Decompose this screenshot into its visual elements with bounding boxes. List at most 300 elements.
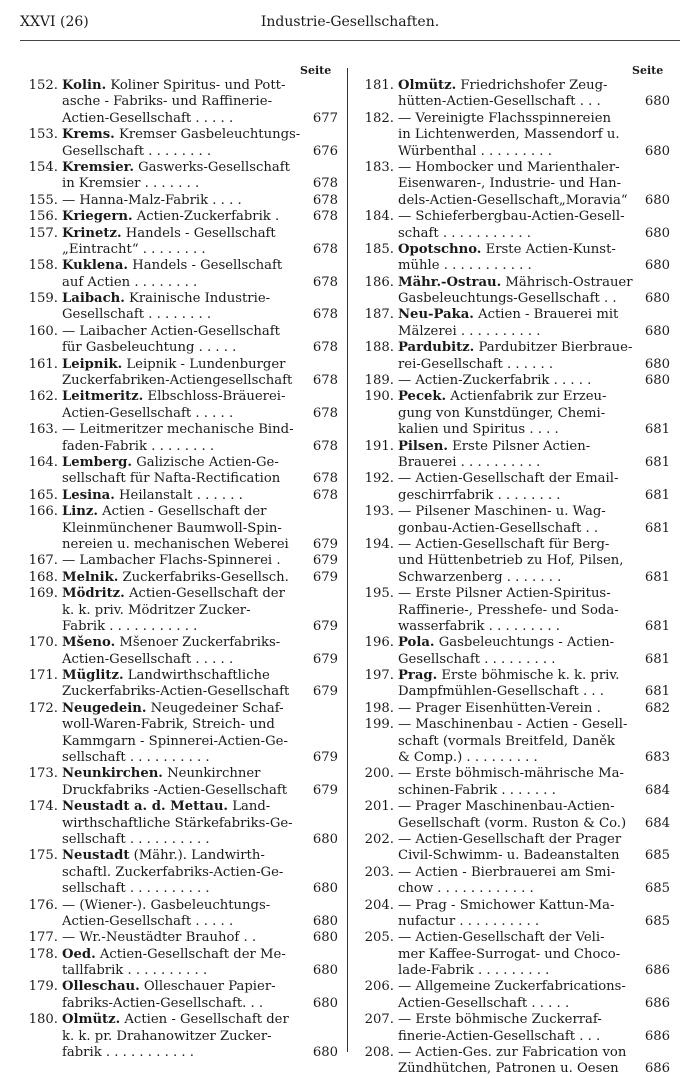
entry-page-number — [642, 930, 670, 946]
entry-text: für Gasbeleuchtung . . . . . — [62, 340, 237, 356]
entry-number — [358, 357, 398, 373]
entry-page-number — [642, 389, 670, 405]
entry-text: Mähr.-Ostrau. Mährisch-Ostrauer — [398, 274, 633, 290]
entry-page-number — [642, 766, 670, 782]
entry-text: Neustadt a. d. Mettau. Land- — [62, 799, 271, 815]
entry-text: Gesellschaft (vorm. Ruston & Co.) — [398, 815, 627, 831]
entry-page-number — [310, 78, 338, 94]
entry-number — [358, 1061, 398, 1077]
entry-page-number: 681 — [644, 520, 670, 536]
entry-page-number — [642, 553, 670, 569]
entry-page-number — [642, 799, 670, 815]
entry-number — [358, 144, 398, 160]
entry-page-number — [310, 865, 338, 881]
entry-text: Actien-Gesellschaft . . . . . — [62, 651, 234, 667]
entry-number: 156. — [28, 209, 58, 225]
entry-line — [358, 406, 670, 422]
entry-line — [358, 898, 670, 914]
entry-line — [22, 422, 338, 438]
index-entry — [358, 537, 670, 586]
entry-line — [358, 324, 670, 340]
entry-number: 164. — [28, 454, 58, 470]
index-entry — [22, 258, 338, 291]
entry-number: 168. — [28, 569, 58, 585]
entry-text: — Erste böhmische Zuckerraf- — [398, 1012, 602, 1028]
entry-page-number: 680 — [644, 356, 670, 372]
entry-page-number — [642, 603, 670, 619]
entry-page-number: 678 — [312, 471, 338, 487]
entry-number: 178. — [28, 946, 58, 962]
entry-text: Olmütz. Actien - Gesellschaft der — [62, 1012, 289, 1028]
entry-number: 172. — [28, 700, 58, 716]
entry-place-name: Laibach. — [62, 291, 125, 307]
index-entry — [358, 979, 670, 1012]
entry-line — [22, 176, 338, 192]
seite-label-left: Seite — [300, 64, 332, 77]
entry-place-name: Oed. — [62, 946, 96, 962]
entry-line — [22, 127, 338, 143]
entry-line — [358, 832, 670, 848]
entry-page-number — [310, 734, 338, 750]
entry-text: Kuklena. Handels - Gesellschaft — [62, 258, 283, 274]
index-entry — [358, 1012, 670, 1045]
entry-line — [22, 963, 338, 979]
entry-number — [22, 176, 62, 192]
entry-line — [22, 357, 338, 373]
entry-text: Druckfabriks -Actien-Gesellschaft — [62, 782, 288, 798]
entry-line — [358, 603, 670, 619]
index-entry — [358, 504, 670, 537]
entry-line — [22, 209, 338, 225]
entry-line — [358, 127, 670, 143]
entry-number — [358, 914, 398, 930]
entry-number: 196. — [364, 635, 394, 651]
entry-line — [358, 193, 670, 209]
entry-number — [22, 537, 62, 553]
entry-text: tallfabrik . . . . . . . . . . — [62, 963, 208, 979]
entry-page-number: 680 — [644, 323, 670, 339]
entry-number: 173. — [28, 766, 58, 782]
index-entry — [358, 242, 670, 275]
entry-number: 165. — [28, 487, 58, 503]
entry-text: — Wr.-Neustädter Brauhof . . — [62, 930, 257, 946]
entry-text: schaft . . . . . . . . . . . — [398, 225, 531, 241]
entry-line — [358, 1061, 670, 1077]
entry-page-number — [642, 127, 670, 143]
entry-text: & Comp.) . . . . . . . . . — [398, 750, 538, 766]
entry-page-number — [642, 947, 670, 963]
entry-number — [22, 340, 62, 356]
entry-place-name: Lesina. — [62, 487, 115, 503]
entry-page-number — [642, 209, 670, 225]
entry-number: 152. — [28, 78, 58, 93]
entry-text: Pilsen. Erste Pilsner Actien- — [398, 438, 591, 454]
entry-page-number — [642, 504, 670, 520]
entry-number: 153. — [28, 127, 58, 143]
index-entry — [358, 111, 670, 160]
entry-line — [358, 488, 670, 504]
entry-text: gonbau-Actien-Gesellschaft . . — [398, 520, 599, 536]
entry-line — [22, 684, 338, 700]
entry-number: 158. — [28, 258, 58, 274]
entry-page-number — [310, 94, 338, 110]
entry-line — [358, 291, 670, 307]
entry-page-number: 681 — [644, 487, 670, 503]
entry-page-number — [310, 291, 338, 307]
index-entry — [358, 1045, 670, 1078]
entry-page-number: 680 — [312, 881, 338, 897]
entry-place-name: Pilsen. — [398, 438, 448, 454]
entry-number — [22, 914, 62, 930]
entry-line — [22, 979, 338, 995]
entry-line — [358, 635, 670, 651]
entry-number — [358, 455, 398, 471]
index-entry — [22, 979, 338, 1012]
entry-number: 182. — [364, 110, 394, 126]
entry-text: — Allgemeine Zuckerfabrications- — [398, 979, 626, 995]
entry-page-number: 679 — [312, 553, 338, 569]
entry-page-number: 684 — [644, 782, 670, 798]
entry-page-number: 681 — [644, 454, 670, 470]
entry-text: Krems. Kremser Gasbeleuchtungs- — [62, 127, 301, 143]
entry-page-number — [642, 406, 670, 422]
entry-text: Olleschau. Olleschauer Papier- — [62, 979, 276, 995]
entry-line — [358, 521, 670, 537]
entry-number: 206. — [364, 979, 394, 995]
entry-page-number: 678 — [312, 487, 338, 503]
entry-text: Lemberg. Galizische Actien-Ge- — [62, 454, 279, 470]
entry-line — [358, 94, 670, 110]
entry-line — [22, 898, 338, 914]
entry-line — [358, 307, 670, 323]
entry-page-number: 680 — [644, 258, 670, 274]
entry-line — [22, 570, 338, 586]
entry-number: 181. — [364, 78, 394, 93]
entry-line — [22, 504, 338, 520]
entry-place-name: Kriegern. — [62, 209, 133, 225]
entry-text: — Hombocker und Marienthaler- — [398, 159, 620, 175]
entry-text: — Erste Pilsner Actien-Spiritus- — [398, 586, 611, 602]
index-entry — [22, 127, 338, 160]
index-entry — [22, 193, 338, 209]
entry-number: 207. — [364, 1012, 394, 1028]
entry-line — [22, 832, 338, 848]
entry-line — [22, 226, 338, 242]
entry-line — [358, 160, 670, 176]
entry-number — [358, 324, 398, 340]
entry-line — [22, 914, 338, 930]
entry-line — [22, 930, 338, 946]
entry-text: lade-Fabrik . . . . . . . . . — [398, 963, 550, 979]
entry-line — [22, 750, 338, 766]
entry-page-number: 680 — [312, 831, 338, 847]
entry-place-name: Kuklena. — [62, 258, 129, 274]
index-entry — [22, 422, 338, 455]
index-entry — [358, 865, 670, 898]
entry-text: Krinetz. Handels - Gesellschaft — [62, 225, 276, 241]
entry-page-number — [642, 160, 670, 176]
index-entry — [22, 160, 338, 193]
entry-line — [22, 947, 338, 963]
entry-number — [22, 652, 62, 668]
entry-number — [358, 734, 398, 750]
entry-text: Müglitz. Landwirthschaftliche — [62, 668, 270, 684]
entry-place-name: Leitmeritz. — [62, 389, 144, 405]
index-entry — [22, 848, 338, 897]
entry-number — [22, 783, 62, 799]
entry-text: — Actien-Gesellschaft für Berg- — [398, 536, 610, 552]
index-entry — [358, 209, 670, 242]
index-entry — [22, 488, 338, 504]
entry-text: Oed. Actien-Gesellschaft der Me- — [62, 946, 286, 962]
entry-line — [22, 734, 338, 750]
entry-number — [22, 94, 62, 110]
entry-line — [358, 226, 670, 242]
entry-place-name: Neu-Paka. — [398, 307, 474, 323]
entry-text: nufactur . . . . . . . . . . — [398, 913, 540, 929]
entry-text: Kolin. Koliner Spiritus- und Pott- — [62, 78, 286, 93]
entry-line — [358, 537, 670, 553]
entry-line — [358, 471, 670, 487]
entry-line — [22, 406, 338, 422]
index-entry — [358, 930, 670, 979]
entry-line — [22, 160, 338, 176]
entry-page-number — [642, 471, 670, 487]
entry-number: 180. — [28, 1012, 58, 1028]
entry-number: 176. — [28, 897, 58, 913]
entry-number — [22, 307, 62, 323]
entry-line — [358, 553, 670, 569]
entry-page-number: 680 — [644, 225, 670, 241]
entry-number — [22, 1029, 62, 1045]
entry-number: 189. — [364, 373, 394, 389]
page-number-label: XXVI (26) — [20, 14, 89, 30]
entry-number: 191. — [364, 438, 394, 454]
entry-page-number — [642, 668, 670, 684]
entry-line — [358, 668, 670, 684]
entry-page-number: 678 — [312, 274, 338, 290]
entry-page-number: 678 — [312, 209, 338, 225]
entry-line — [358, 111, 670, 127]
entry-text: k. k. priv. Mödritzer Zucker- — [62, 602, 251, 618]
entry-line — [358, 783, 670, 799]
entry-text: Opotschno. Erste Actien-Kunst- — [398, 241, 616, 257]
entry-text: rei-Gesellschaft . . . . . . — [398, 356, 554, 372]
entry-text: und Hüttenbetrieb zu Hof, Pilsen, — [398, 553, 624, 569]
entry-line — [358, 963, 670, 979]
entry-line — [22, 766, 338, 782]
index-entry — [22, 586, 338, 635]
entry-line — [358, 455, 670, 471]
index-entry — [358, 373, 670, 389]
entry-line — [358, 766, 670, 782]
entry-number — [358, 684, 398, 700]
entry-number — [358, 881, 398, 897]
entry-text: — Pilsener Maschinen- u. Wag- — [398, 504, 606, 520]
entry-page-number — [310, 1012, 338, 1028]
entry-page-number: 680 — [644, 143, 670, 159]
entry-number — [22, 603, 62, 619]
entry-text: Pardubitz. Pardubitzer Bierbraue- — [398, 340, 633, 356]
entry-place-name: Olleschau. — [62, 979, 140, 995]
entry-line — [358, 652, 670, 668]
entry-page-number — [642, 111, 670, 127]
entry-number: 194. — [364, 536, 394, 552]
entry-text: — Actien-Ges. zur Fabrication von — [398, 1045, 627, 1061]
entry-text: asche - Fabriks- und Raffinerie- — [62, 94, 273, 110]
entry-page-number: 686 — [644, 995, 670, 1011]
entry-text: — Lambacher Flachs-Spinnerei . — [62, 553, 281, 569]
entry-text: gung von Kunstdünger, Chemi- — [398, 405, 606, 421]
entry-page-number: 678 — [312, 405, 338, 421]
entry-text: geschirrfabrik . . . . . . . . — [398, 487, 561, 503]
index-entry — [22, 898, 338, 931]
page-title: Industrie-Gesellschaften. — [260, 14, 440, 30]
entry-page-number — [310, 766, 338, 782]
entry-page-number: 680 — [312, 1045, 338, 1061]
entry-line — [358, 848, 670, 864]
entry-line — [358, 947, 670, 963]
entry-page-number: 681 — [644, 618, 670, 634]
entry-page-number: 680 — [644, 94, 670, 110]
entry-place-name: Kremsier. — [62, 159, 134, 175]
index-entry — [358, 586, 670, 635]
entry-text: Kremsier. Gaswerks-Gesellschaft — [62, 159, 290, 175]
entry-page-number — [310, 947, 338, 963]
entry-text: Prag. Erste böhmische k. k. priv. — [398, 668, 620, 684]
entry-place-name: Prag. — [398, 668, 438, 684]
entry-line — [22, 144, 338, 160]
entry-number — [358, 619, 398, 635]
entry-line — [358, 422, 670, 438]
entry-line — [22, 816, 338, 832]
entry-number — [358, 193, 398, 209]
entry-page-number — [310, 324, 338, 340]
entry-line — [358, 717, 670, 733]
entry-text: — Schieferbergbau-Actien-Gesell- — [398, 209, 625, 225]
entry-page-number — [642, 78, 670, 94]
entry-line — [22, 537, 338, 553]
entry-number — [358, 816, 398, 832]
entry-page-number — [310, 455, 338, 471]
entry-number: 159. — [28, 291, 58, 307]
entry-number: 203. — [364, 864, 394, 880]
entry-page-number — [642, 717, 670, 733]
page-header — [20, 14, 680, 38]
entry-line — [358, 1029, 670, 1045]
entry-line — [358, 504, 670, 520]
index-entry — [358, 635, 670, 668]
entry-line — [358, 1012, 670, 1028]
entry-page-number — [642, 865, 670, 881]
entry-page-number: 677 — [312, 110, 338, 126]
index-entry — [358, 766, 670, 799]
entry-text: Actien-Gesellschaft . . . . . — [398, 995, 570, 1011]
entry-number — [22, 373, 62, 389]
entry-number: 187. — [364, 307, 394, 323]
entry-line — [22, 996, 338, 1012]
entry-page-number — [310, 848, 338, 864]
entry-line — [358, 357, 670, 373]
entry-text: Fabrik . . . . . . . . . . . — [62, 618, 198, 634]
entry-line — [22, 668, 338, 684]
entry-number: 169. — [28, 586, 58, 602]
entry-page-number — [642, 340, 670, 356]
entry-text: — Prager Maschinenbau-Actien- — [398, 799, 615, 815]
entry-text: auf Actien . . . . . . . . — [62, 274, 198, 290]
entry-number — [22, 406, 62, 422]
entry-number: 154. — [28, 159, 58, 175]
entry-number — [358, 553, 398, 569]
entry-number — [358, 848, 398, 864]
entry-number: 197. — [364, 668, 394, 684]
entry-text: woll-Waren-Fabrik, Streich- und — [62, 717, 275, 733]
entry-number — [22, 619, 62, 635]
entry-page-number — [310, 422, 338, 438]
entry-number — [22, 832, 62, 848]
index-entry — [22, 389, 338, 422]
entry-line — [358, 996, 670, 1012]
entry-page-number: 678 — [312, 438, 338, 454]
entry-number: 160. — [28, 323, 58, 339]
entry-text: — Actien-Zuckerfabrik . . . . . — [398, 373, 592, 389]
entry-line — [358, 734, 670, 750]
entry-number — [358, 406, 398, 422]
entry-page-number — [642, 1012, 670, 1028]
entry-number — [22, 144, 62, 160]
entries-left — [22, 78, 338, 1061]
entry-number — [358, 521, 398, 537]
entry-number — [22, 734, 62, 750]
entry-number: 162. — [28, 389, 58, 405]
entry-page-number: 679 — [312, 569, 338, 585]
entry-line — [22, 701, 338, 717]
entry-number — [358, 291, 398, 307]
entry-page-number: 678 — [312, 176, 338, 192]
entry-text: — Leitmeritzer mechanische Bind- — [62, 422, 294, 438]
entry-line — [22, 848, 338, 864]
index-entry — [22, 553, 338, 569]
index-entry — [358, 668, 670, 701]
entry-page-number — [642, 307, 670, 323]
entry-page-number — [642, 439, 670, 455]
entry-page-number: 679 — [312, 684, 338, 700]
entry-number: 185. — [364, 241, 394, 257]
entry-page-number: 680 — [312, 913, 338, 929]
entry-text: — Actien-Gesellschaft der Prager — [398, 831, 622, 847]
entry-text: — Vereinigte Flachsspinnereien — [398, 110, 611, 126]
entry-text: Leipnik. Leipnik - Lundenburger — [62, 356, 286, 372]
entry-place-name: Kolin. — [62, 78, 107, 93]
entry-text: Kleinmünchener Baumwoll-Spin- — [62, 520, 282, 536]
entry-line — [22, 1012, 338, 1028]
entry-text: in Kremsier . . . . . . . — [62, 176, 200, 192]
entry-text: nereien u. mechanischen Weberei — [62, 536, 289, 552]
entry-number — [22, 439, 62, 455]
entry-line — [358, 750, 670, 766]
entry-text: — Erste böhmisch-mährische Ma- — [398, 766, 624, 782]
entry-page-number: 676 — [312, 143, 338, 159]
entry-number — [22, 684, 62, 700]
entry-page-number: 683 — [644, 750, 670, 766]
entry-line — [22, 553, 338, 569]
entry-place-name: Melnik. — [62, 569, 119, 585]
entry-number — [358, 127, 398, 143]
entry-page-number: 686 — [644, 1061, 670, 1077]
entry-page-number — [642, 242, 670, 258]
entry-line — [22, 94, 338, 110]
entry-number — [358, 258, 398, 274]
